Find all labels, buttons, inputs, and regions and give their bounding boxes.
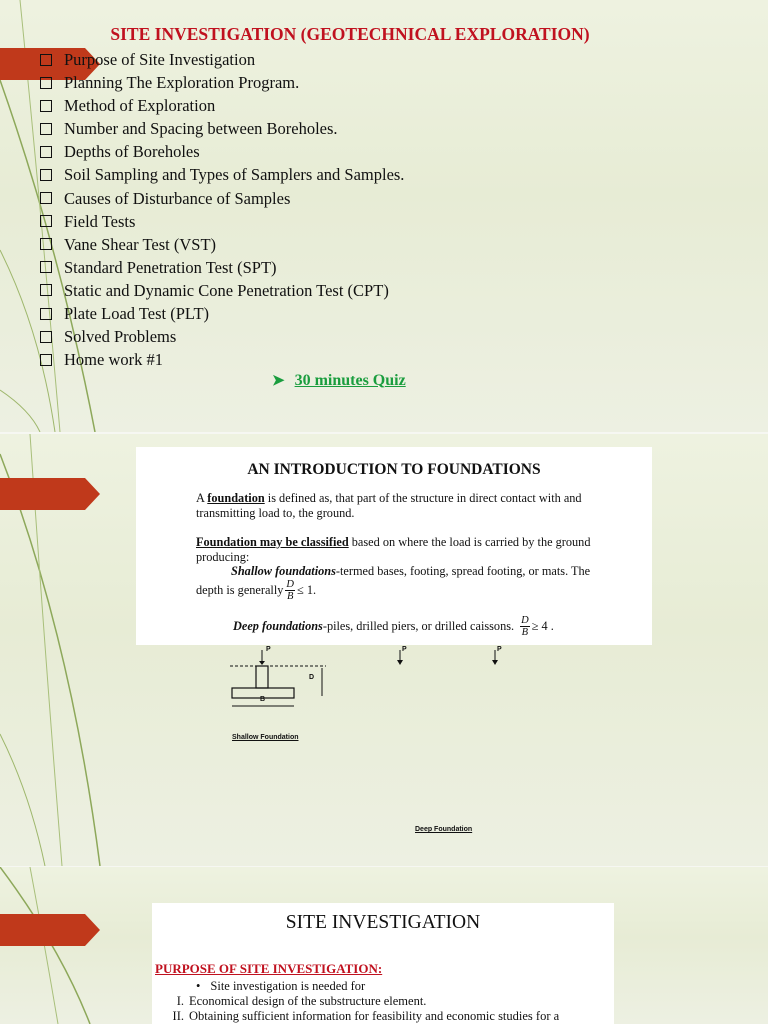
- checkbox-bullet-icon: [40, 284, 52, 296]
- list-item: Soil Sampling and Types of Samplers and Samples.: [40, 163, 404, 186]
- checkbox-bullet-icon: [40, 238, 52, 250]
- purpose-panel: [152, 903, 614, 1024]
- slide-intro-foundations: [0, 434, 768, 866]
- list-item: Plate Load Test (PLT): [40, 302, 404, 325]
- checkbox-bullet-icon: [40, 54, 52, 66]
- numbered-item: I. Economical design of the substructure element.: [176, 994, 427, 1008]
- deep-caption: Deep Foundation: [415, 826, 473, 833]
- checkbox-bullet-icon: [40, 261, 52, 273]
- checkbox-bullet-icon: [40, 354, 52, 366]
- list-item: Number and Spacing between Boreholes.: [40, 117, 404, 140]
- slide-marker-tab: [0, 914, 100, 946]
- arrow-bullet-icon: ➤: [272, 373, 285, 389]
- classification-line-2: producing:: [196, 550, 250, 564]
- load-label: P: [497, 646, 502, 653]
- purpose-heading: PURPOSE OF SITE INVESTIGATION:: [155, 961, 383, 976]
- load-label: P: [266, 646, 271, 653]
- bullet-dot-icon: •: [196, 979, 201, 993]
- shallow-foundation-diagram: [226, 646, 336, 716]
- deep-definition: Deep foundations -piles, drilled piers, or drilled caissons. $\frac{D}{B}$ ≥ 4 .: [233, 615, 554, 638]
- list-item: Field Tests: [40, 210, 404, 233]
- list-item: Standard Penetration Test (SPT): [40, 256, 404, 279]
- ratio-fraction: $\frac{D}{B}$: [286, 579, 295, 602]
- quiz-note: [272, 371, 406, 390]
- numbered-item: II. Obtaining sufficient information for feasibility and economic studies for a: [172, 1009, 560, 1023]
- checkbox-bullet-icon: [40, 123, 52, 135]
- checkbox-bullet-icon: [40, 215, 52, 227]
- definition-line-2: transmitting load to, the ground.: [196, 506, 355, 520]
- slide-site-investigation-purpose: [0, 867, 768, 1024]
- list-item: Home work #1: [40, 348, 404, 371]
- section-heading: AN INTRODUCTION TO FOUNDATIONS: [247, 461, 541, 478]
- ratio-fraction: $\frac{D}{B}$: [521, 615, 529, 638]
- list-item: Static and Dynamic Cone Penetration Test (CPT): [40, 279, 404, 302]
- checkbox-bullet-icon: [40, 146, 52, 158]
- depth-label: D: [309, 674, 315, 681]
- definition-line-1: A foundation is defined as, that part of the structure in direct contact with and: [196, 491, 582, 505]
- shallow-depth-ratio: depth is generally $\frac{D}{B}$ ≤ 1.: [196, 579, 317, 602]
- list-item: Planning The Exploration Program.: [40, 71, 404, 94]
- list-item: Causes of Disturbance of Samples: [40, 187, 404, 210]
- topic-list: [40, 48, 404, 371]
- checkbox-bullet-icon: [40, 169, 52, 181]
- width-label: B: [260, 696, 266, 703]
- checkbox-bullet-icon: [40, 331, 52, 343]
- section-heading: SITE INVESTIGATION: [285, 912, 481, 933]
- list-item: Purpose of Site Investigation: [40, 48, 404, 71]
- list-item: Method of Exploration: [40, 94, 404, 117]
- shallow-caption: Shallow Foundation: [232, 734, 299, 741]
- checkbox-bullet-icon: [40, 77, 52, 89]
- bullet-line: • Site investigation is needed for: [196, 979, 366, 993]
- list-item: Solved Problems: [40, 325, 404, 348]
- classification-line-1: Foundation may be classified based on where the load is carried by the ground: [196, 535, 591, 549]
- slide-site-investigation-outline: [0, 0, 768, 432]
- checkbox-bullet-icon: [40, 100, 52, 112]
- slide-title: SITE INVESTIGATION (GEOTECHNICAL EXPLORATION): [110, 24, 590, 44]
- checkbox-bullet-icon: [40, 308, 52, 320]
- checkbox-bullet-icon: [40, 192, 52, 204]
- list-item: Depths of Boreholes: [40, 140, 404, 163]
- slide-marker-tab: [0, 478, 100, 510]
- foundation-definition-panel: [136, 447, 652, 645]
- load-label: P: [402, 646, 407, 653]
- list-item: Vane Shear Test (VST): [40, 233, 404, 256]
- shallow-definition: Shallow foundations-termed bases, footing, spread footing, or mats. The: [231, 564, 591, 578]
- quiz-label: 30 minutes Quiz: [294, 371, 406, 389]
